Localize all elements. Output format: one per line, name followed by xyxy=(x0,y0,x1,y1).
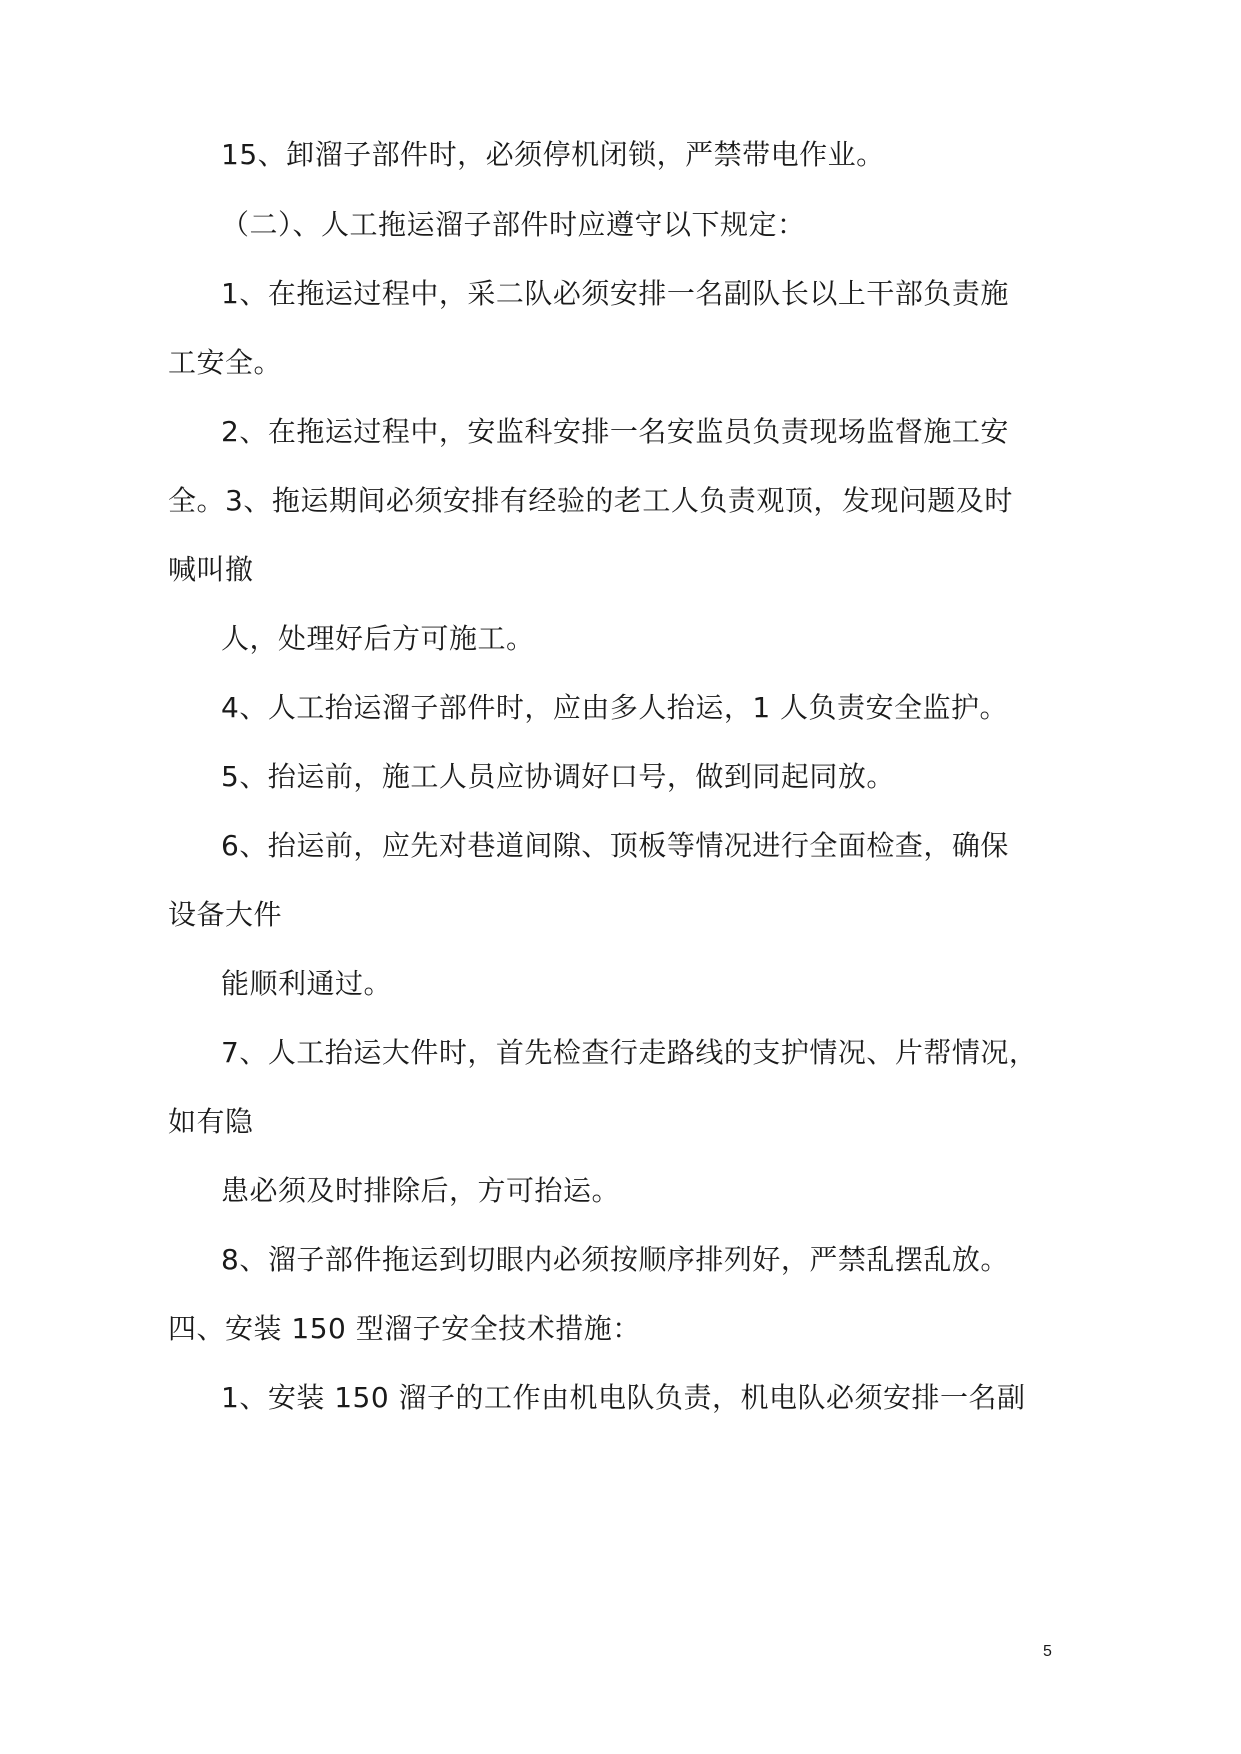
page-number: 5 xyxy=(1043,1643,1052,1660)
text-line-5: 2、在拖运过程中，安监科安排一名安监员负责现场监督施工安 xyxy=(221,415,1009,448)
text-line-6: 全。3、拖运期间必须安排有经验的老工人负责观顶，发现问题及时 xyxy=(168,484,1013,517)
text-line-9: 4、人工抬运溜子部件时，应由多人抬运，1 人负责安全监护。 xyxy=(221,691,1009,724)
text-line-7: 喊叫撤 xyxy=(168,553,254,586)
text-line-12: 设备大件 xyxy=(168,898,283,931)
text-line-15: 如有隐 xyxy=(168,1105,254,1138)
text-line-8: 人，处理好后方可施工。 xyxy=(221,622,535,655)
text-line-16: 患必须及时排除后，方可抬运。 xyxy=(221,1174,621,1207)
text-line-19: 1、安装 150 溜子的工作由机电队负责，机电队必须安排一名副 xyxy=(221,1381,1026,1414)
text-line-1: 15、卸溜子部件时，必须停机闭锁，严禁带电作业。 xyxy=(221,138,885,171)
text-line-13: 能顺利通过。 xyxy=(221,967,393,1000)
text-line-10: 5、抬运前，施工人员应协调好口号，做到同起同放。 xyxy=(221,760,895,793)
text-line-3: 1、在拖运过程中，采二队必须安排一名副队长以上干部负责施 xyxy=(221,277,1009,310)
text-line-11: 6、抬运前，应先对巷道间隙、顶板等情况进行全面检查，确保 xyxy=(221,829,1009,862)
text-line-18: 四、安装 150 型溜子安全技术措施： xyxy=(168,1312,641,1345)
text-line-2: （二）、人工拖运溜子部件时应遵守以下规定： xyxy=(221,208,806,241)
text-line-4: 工安全。 xyxy=(168,346,283,379)
text-line-17: 8、溜子部件拖运到切眼内必须按顺序排列好，严禁乱摆乱放。 xyxy=(221,1243,1009,1276)
text-line-14: 7、人工抬运大件时，首先检查行走路线的支护情况、片帮情况， xyxy=(221,1036,1038,1069)
